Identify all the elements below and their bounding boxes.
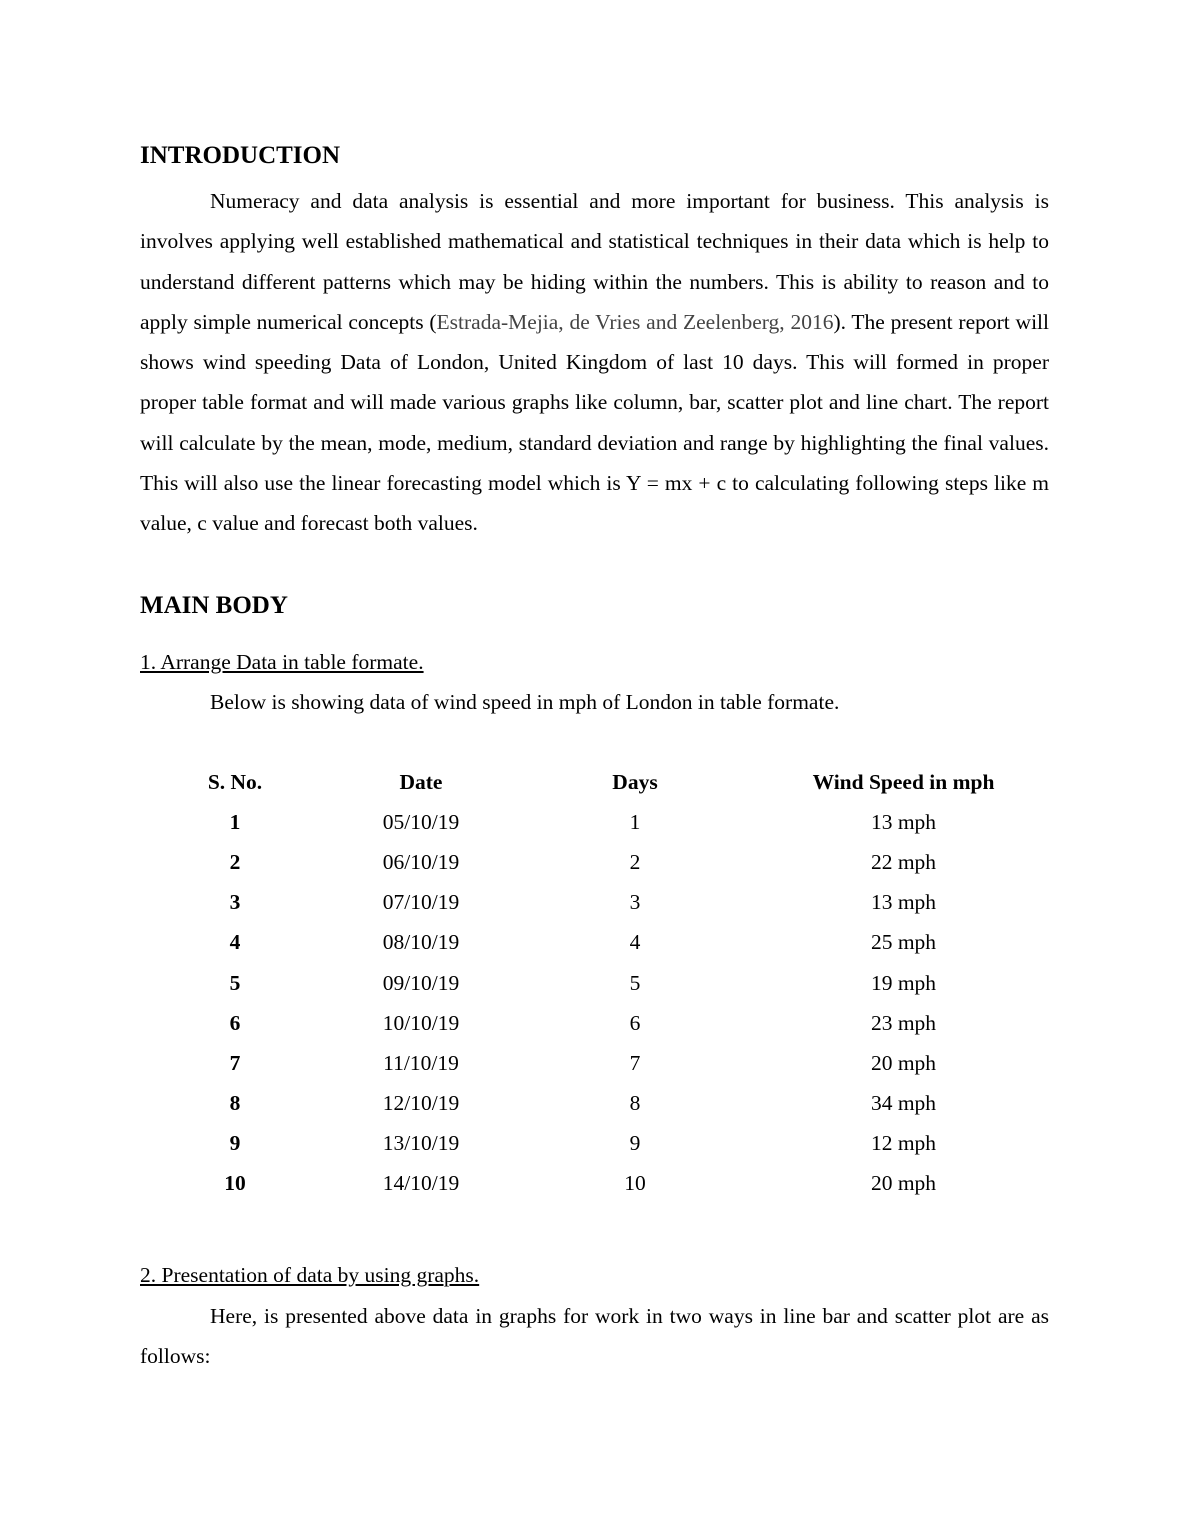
main-body-heading: MAIN BODY — [140, 592, 288, 619]
cell-days: 7 — [629, 1050, 641, 1075]
section-1-title: 1. Arrange Data in table formate. — [140, 650, 424, 674]
cell-sno: 3 — [229, 890, 241, 915]
cell-sno: 7 — [229, 1050, 241, 1075]
citation: Estrada-Mejia, de Vries and Zeelenberg, 2016 — [436, 309, 834, 334]
table-row — [140, 842, 1049, 882]
intro-text-part-2: ). The present report will shows wind speeding Data of London, United Kingdom of last 10 days. This will formed in proper proper table format and will made various graphs like column, bar, scatter plot and line chart. The report will calculate by the mean, mode, medium, standard deviation and range by highlighting the final values. This will also use the linear forecasting model which is Y = mx + c to calculating following steps like m value, c value and forecast both values. — [140, 309, 1049, 536]
cell-days: 4 — [629, 930, 641, 955]
table-header-row — [140, 762, 1049, 802]
cell-days: 2 — [629, 849, 641, 874]
cell-days: 1 — [629, 809, 641, 834]
table-row — [140, 802, 1049, 842]
table-row — [140, 883, 1049, 923]
cell-sno: 6 — [229, 1010, 241, 1035]
table-row — [140, 1043, 1049, 1083]
header-days: Days — [612, 769, 658, 794]
cell-date: 07/10/19 — [382, 890, 460, 915]
cell-days: 3 — [629, 890, 641, 915]
cell-date: 12/10/19 — [382, 1091, 460, 1116]
cell-date: 14/10/19 — [382, 1171, 460, 1196]
table-row — [140, 923, 1049, 963]
cell-sno: 10 — [224, 1171, 246, 1196]
section-2-paragraph — [140, 1296, 1049, 1377]
cell-date: 11/10/19 — [383, 1050, 459, 1075]
cell-wind-speed: 20 mph — [870, 1171, 937, 1196]
cell-days: 10 — [624, 1171, 646, 1196]
table-row — [140, 1124, 1049, 1164]
cell-sno: 2 — [229, 849, 241, 874]
cell-date: 10/10/19 — [382, 1010, 460, 1035]
header-wind-speed: Wind Speed in mph — [812, 769, 995, 794]
cell-sno: 4 — [229, 930, 241, 955]
introduction-paragraph — [140, 181, 1049, 544]
section-2-text: Here, is presented above data in graphs for work in two ways in line bar and scatter plot are as follows: — [140, 1304, 1049, 1369]
cell-days: 9 — [629, 1131, 641, 1156]
cell-wind-speed: 25 mph — [870, 930, 937, 955]
header-sno: S. No. — [207, 769, 263, 794]
table-row — [140, 963, 1049, 1003]
cell-wind-speed: 22 mph — [870, 849, 937, 874]
cell-wind-speed: 13 mph — [870, 809, 937, 834]
section-2-title: 2. Presentation of data by using graphs. — [140, 1263, 480, 1287]
table-row — [140, 1084, 1049, 1124]
cell-date: 06/10/19 — [382, 849, 460, 874]
intro-text-part-1: Numeracy and data analysis is essential and more important for business. This analysis is involves applying well established mathematical and statistical techniques in their data which is help to understand different patterns which may be hiding within the numbers. This is ability to reason and to apply simple numerical concepts ( — [140, 189, 1049, 334]
cell-sno: 9 — [229, 1131, 241, 1156]
cell-sno: 5 — [229, 970, 241, 995]
table-row — [140, 1164, 1049, 1204]
cell-sno: 8 — [229, 1091, 241, 1116]
section-1-intro: Below is showing data of wind speed in mph of London in table formate. — [210, 690, 840, 714]
cell-sno: 1 — [229, 809, 241, 834]
cell-date: 09/10/19 — [382, 970, 460, 995]
cell-wind-speed: 12 mph — [870, 1131, 937, 1156]
cell-date: 08/10/19 — [382, 930, 460, 955]
cell-wind-speed: 13 mph — [870, 890, 937, 915]
wind-speed-table — [140, 762, 1049, 1204]
cell-date: 05/10/19 — [382, 809, 460, 834]
cell-wind-speed: 34 mph — [870, 1091, 937, 1116]
cell-date: 13/10/19 — [382, 1131, 460, 1156]
cell-days: 8 — [629, 1091, 641, 1116]
table-row — [140, 1003, 1049, 1043]
cell-days: 5 — [629, 970, 641, 995]
introduction-heading: INTRODUCTION — [140, 142, 341, 169]
cell-days: 6 — [629, 1010, 641, 1035]
cell-wind-speed: 23 mph — [870, 1010, 937, 1035]
cell-wind-speed: 20 mph — [870, 1050, 937, 1075]
header-date: Date — [399, 769, 443, 794]
cell-wind-speed: 19 mph — [870, 970, 937, 995]
